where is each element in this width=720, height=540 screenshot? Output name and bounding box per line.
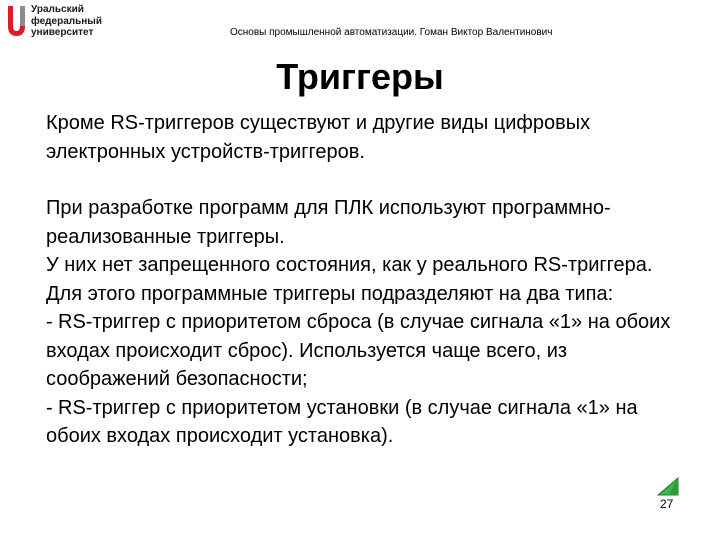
slide-title: Триггеры [276,56,444,97]
list-item [46,394,696,451]
list-item-text: RS-триггер с приоритетом установки (в случае сигнала «1» на обоих входах происходит установка). [46,396,638,447]
paragraph: У них нет запрещенного состояния, как у реального RS-триггера. [46,254,653,276]
list-marker: - [46,311,53,333]
university-logo [8,4,120,40]
ural-logo-icon [8,6,25,36]
triangle-nav-icon[interactable] [657,477,679,496]
logo-line: федеральный [31,15,102,27]
logo-line: университет [31,27,94,38]
paragraph: Для этого программные триггеры подразделяют на два типа: [46,282,614,305]
slide-body [46,109,696,451]
page-number: 27 [660,497,674,511]
logo-text [31,4,102,39]
list-item [46,308,696,394]
logo-line: Уральский [31,4,84,15]
paragraph: При разработке программ для ПЛК используют программно-реализованные триггеры. [46,197,611,248]
paragraph: Кроме RS-триггеров существуют и другие виды цифровых электронных устройств-триггеров. [46,112,591,163]
list-marker: - [46,396,53,419]
list-item-text: RS-триггер с приоритетом сброса (в случае сигнала «1» на обоих входах происходит сброс). Используется чаще всего, из соображений безопасности; [46,311,671,390]
paragraph-gap [46,166,696,194]
course-caption: Основы промышленной автоматизации. Гоман Виктор Валентинович [230,27,553,38]
